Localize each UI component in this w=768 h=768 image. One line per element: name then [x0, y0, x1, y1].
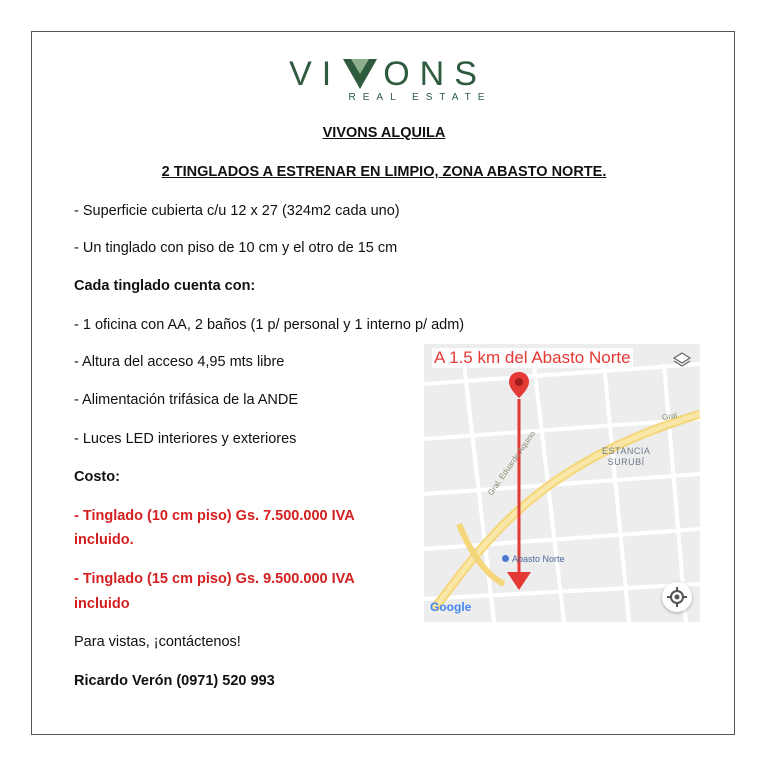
map-pin-icon	[509, 372, 529, 398]
logo-text-right: ONS	[383, 55, 487, 93]
cost-option-2-line-1: - Tinglado (15 cm piso) Gs. 9.500.000 IVA	[74, 571, 355, 587]
logo-emblem-icon	[343, 59, 377, 89]
contact-cta: Para vistas, ¡contáctenos!	[74, 634, 241, 650]
map-streets	[424, 344, 700, 622]
heading-title: VIVONS ALQUILA	[322, 125, 446, 141]
include-office: - 1 oficina con AA, 2 baños (1 p/ personal y 1 interno p/ adm)	[74, 317, 465, 333]
locate-button[interactable]	[662, 582, 692, 612]
logo-wordmark	[281, 56, 487, 92]
map-area-label: ESTANCIA SURUBÍ	[602, 446, 651, 467]
include-height: - Altura del acceso 4,95 mts libre	[74, 354, 285, 370]
poi-pin-icon	[502, 555, 509, 562]
cost-heading: Costo:	[74, 469, 120, 485]
layers-icon[interactable]	[672, 350, 692, 370]
cost-option-2-line-2: incluido	[74, 596, 130, 612]
google-attribution: Google	[430, 600, 472, 614]
feature-surface: - Superficie cubierta c/u 12 x 27 (324m2 cada uno)	[74, 203, 400, 219]
feature-floor: - Un tinglado con piso de 10 cm y el otro de 15 cm	[74, 240, 398, 256]
include-lights: - Luces LED interiores y exteriores	[74, 431, 297, 447]
include-power: - Alimentación trifásica de la ANDE	[74, 392, 299, 408]
logo-text-left: VI	[289, 55, 342, 93]
cost-option-1-line-1: - Tinglado (10 cm piso) Gs. 7.500.000 IVA	[74, 508, 355, 524]
logo-tagline: REAL ESTATE	[348, 92, 492, 103]
vivons-logo	[32, 56, 736, 103]
map-title: A 1.5 km del Abasto Norte	[434, 348, 631, 367]
crosshair-icon	[662, 582, 692, 612]
heading-subtitle: 2 TINGLADOS A ESTRENAR EN LIMPIO, ZONA ABASTO NORTE.	[161, 164, 607, 180]
location-map	[424, 344, 700, 622]
map-street-label-1: Gral	[661, 410, 678, 423]
includes-heading: Cada tinglado cuenta con:	[74, 278, 256, 294]
map-street-label-2: Gral. Eduardo Aquino	[486, 429, 538, 498]
contact-name-phone: Ricardo Verón (0971) 520 993	[74, 673, 275, 689]
map-poi-abasto: Abasto Norte	[502, 554, 565, 564]
cost-option-1-line-2: incluido.	[74, 532, 134, 548]
listing-card	[31, 31, 735, 735]
